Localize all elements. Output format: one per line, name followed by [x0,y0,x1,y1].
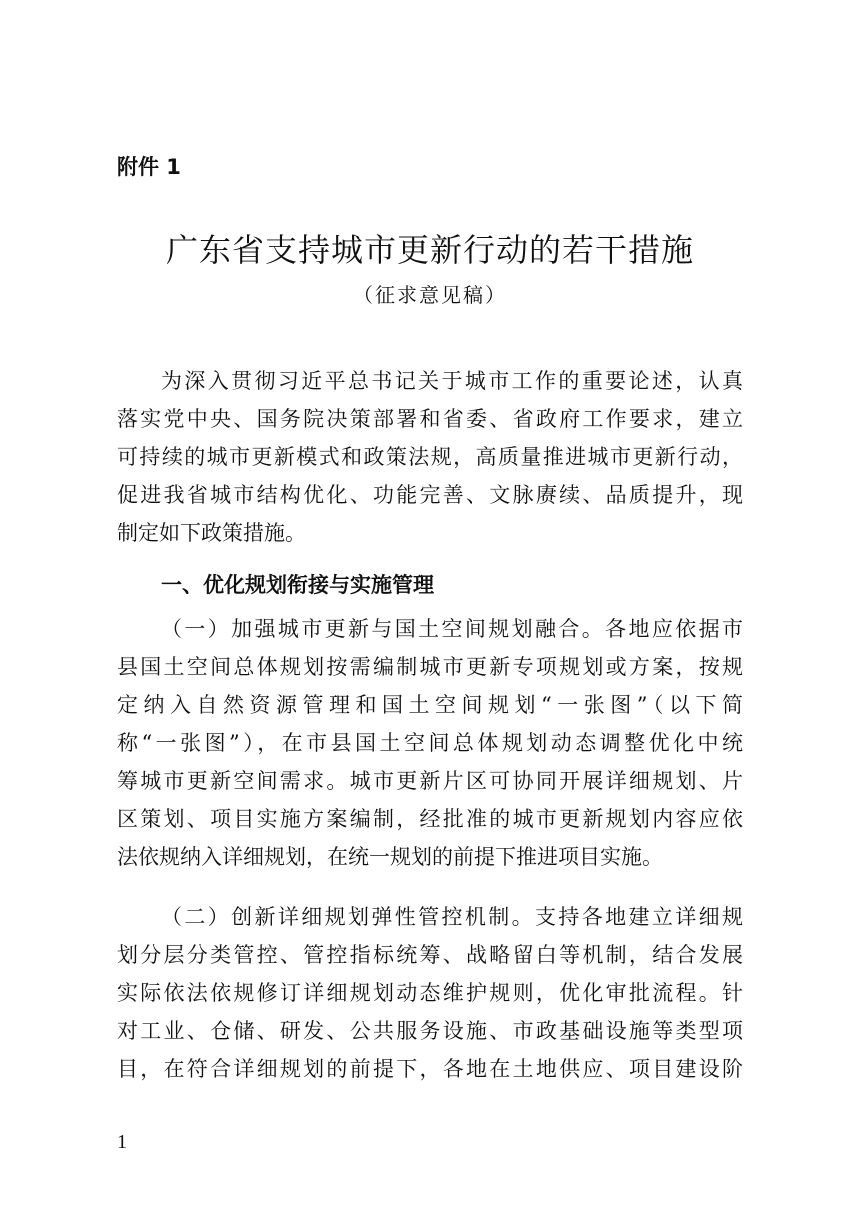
paragraph-line: 为深入贯彻习近平总书记关于城市工作的重要论述，认真 [161,369,743,393]
item-2-paragraph [117,898,743,1088]
paragraph-line: 划分层分类管控、管控指标统筹、战略留白等机制，结合发展 [117,943,743,967]
preamble-paragraph [117,362,743,552]
paragraph-line: 促进我省城市结构优化、功能完善、文脉赓续、品质提升，现 [117,483,743,507]
paragraph-line: 县国土空间总体规划按需编制城市更新专项规划或方案，按规 [117,655,743,679]
paragraph-line: 称“一张图”），在市县国土空间总体规划动态调整优化中统 [117,731,743,755]
paragraph-line: 筹城市更新空间需求。城市更新片区可协同开展详细规划、片 [117,769,743,793]
paragraph-line: 目，在符合详细规划的前提下，各地在土地供应、项目建设阶 [117,1057,743,1081]
paragraph-line: （一）加强城市更新与国土空间规划融合。各地应依据市 [161,617,743,641]
paragraph-line: 区策划、项目实施方案编制，经批准的城市更新规划内容应依 [117,807,743,831]
paragraph-line: （二）创新详细规划弹性管控机制。支持各地建立详细规 [161,905,743,929]
paragraph-line: 定纳入自然资源管理和国土空间规划“一张图”（以下简 [117,693,743,717]
item-1-paragraph [117,610,743,876]
paragraph-line: 对工业、仓储、研发、公共服务设施、市政基础设施等类型项 [117,1019,743,1043]
section-heading: 一、优化规划衔接与实施管理 [161,573,434,597]
document-subtitle: （征求意见稿） [353,283,507,307]
paragraph-line: 实际依法依规修订详细规划动态维护规则，优化审批流程。针 [117,981,743,1005]
paragraph-line: 法依规纳入详细规划，在统一规划的前提下推进项目实施。 [117,845,663,869]
paragraph-line: 制定如下政策措施。 [117,521,306,545]
page-number: 1 [117,1131,127,1153]
paragraph-line: 可持续的城市更新模式和政策法规，高质量推进城市更新行动， [117,445,743,469]
document-title: 广东省支持城市更新行动的若干措施 [165,231,694,269]
attachment-label: 附件 1 [117,155,181,179]
paragraph-line: 落实党中央、国务院决策部署和省委、省政府工作要求，建立 [117,407,743,431]
